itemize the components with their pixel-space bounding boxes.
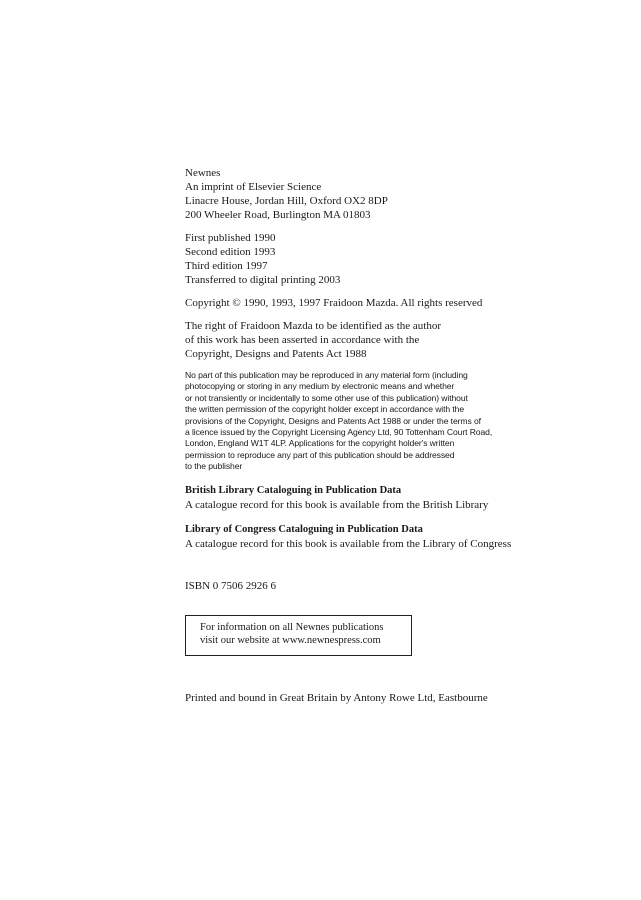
edition-line: Third edition 1997	[185, 260, 268, 272]
publisher-address-uk: Linacre House, Jordan Hill, Oxford OX2 8DP	[185, 195, 388, 207]
publisher-address-us: 200 Wheeler Road, Burlington MA 01803	[185, 209, 371, 221]
website-info-box	[185, 615, 412, 656]
edition-line: Transferred to digital printing 2003	[185, 274, 341, 286]
notice-line: permission to reproduce any part of this publication should be addressed	[185, 449, 455, 460]
copyright-statement: Copyright © 1990, 1993, 1997 Fraidoon Mazda. All rights reserved	[185, 297, 483, 309]
notice-line: provisions of the Copyright, Designs and Patents Act 1988 or under the terms of	[185, 415, 481, 426]
printer-statement: Printed and bound in Great Britain by Antony Rowe Ltd, Eastbourne	[185, 692, 488, 704]
reproduction-notice	[185, 370, 585, 473]
info-box-line-1: For information on all Newnes publications	[200, 622, 384, 633]
british-library-heading: British Library Cataloguing in Publication Data	[185, 484, 402, 496]
isbn: ISBN 0 7506 2926 6	[185, 579, 277, 592]
notice-line: London, England W1T 4LP. Applications for the copyright holder's written	[185, 438, 455, 449]
library-of-congress-heading: Library of Congress Cataloguing in Publication Data	[185, 523, 423, 535]
british-library-text: A catalogue record for this book is available from the British Library	[185, 498, 489, 511]
publisher-name: Newnes	[185, 167, 221, 179]
notice-line: No part of this publication may be reproduced in any material form (including	[185, 370, 468, 380]
notice-line: photocopying or storing in any medium by electronic means and whether	[185, 381, 455, 392]
info-box-line-2: visit our website at www.newnespress.com	[200, 635, 381, 646]
notice-line: a licence issued by the Copyright Licensing Agency Ltd, 90 Tottenham Court Road,	[185, 427, 493, 438]
notice-line: to the publisher	[185, 461, 243, 472]
moral-right-line: Copyright, Designs and Patents Act 1988	[185, 348, 367, 360]
edition-history	[185, 231, 585, 287]
publisher-address	[185, 166, 585, 222]
notice-line: the written permission of the copyright holder except in accordance with the	[185, 404, 465, 415]
notice-line: or not transiently or incidentally to some other use of this publication) without	[185, 392, 468, 403]
publisher-imprint: An imprint of Elsevier Science	[185, 181, 322, 193]
moral-right-statement	[185, 319, 585, 361]
edition-line: Second edition 1993	[185, 246, 276, 258]
moral-right-line: of this work has been asserted in accordance with the	[185, 334, 420, 346]
library-of-congress-text: A catalogue record for this book is available from the Library of Congress	[185, 537, 512, 550]
moral-right-line: The right of Fraidoon Mazda to be identified as the author	[185, 320, 441, 332]
copyright-page	[185, 166, 585, 593]
edition-line: First published 1990	[185, 232, 276, 244]
british-library-cip	[185, 484, 585, 512]
library-of-congress-cip	[185, 523, 585, 551]
